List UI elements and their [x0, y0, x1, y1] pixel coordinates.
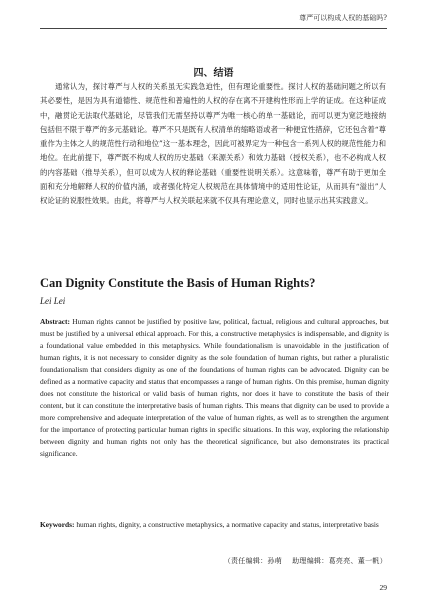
running-title: 尊严可以构成人权的基础吗?: [299, 14, 387, 22]
abstract-text: Human rights cannot be justified by positive law, political, factual, religious and cultural approaches, but must be justified by a universal ethical approach. For this, a constructive metaphysics is indispensable, and dignity is a foundational value embedded in this metaphysics. While foundationalism is unavoidable in the justification of human rights, it is not necessary to consider dignity as the sole foundation of human rights, but rather a pluralistic foundationalism that considers dignity as one of the foundations of human rights can be advocated. Dignity can be defined as a normative capacity and status that encompasses a range of human rights. On this premise, human dignity does not constitute the historical or valid basis of human rights, nor does it have to constitute the basis of their content, but it can constitute the interpretative basis of human rights. This means that dignity can be used to provide a more comprehensive and adequate interpretation of the value of human rights, as well as to strengthen the argument for the importance of protecting particular human rights in specific situations. In this way, exploring the relationship between dignity and human rights not only has the theoretical significance, but also demonstrates its practical significance.: [40, 317, 389, 458]
english-title: Can Dignity Constitute the Basis of Human Rights?: [40, 276, 316, 290]
editor-assistant: 助理编辑：葛亮亮、董一帆）: [292, 557, 387, 565]
abstract-label: Abstract:: [40, 317, 70, 326]
conclusion-paragraph: 通常认为，探讨尊严与人权的关系虽无实践急迫性，但有理论重要性。探讨人权的基础问题之所以有其必要性，是因为具有道德性、规范性和普遍性的人权的存在离不开建构性形而上学的证成。在这种证成中，融贯论无法取代基础论，尽管我们无需坚持以尊严为唯一核心的单一基础论，而可以更为宽泛地接纳包括但不限于尊严的多元基础论。尊严不只是既有人权清单的缩略语或者一种便宜性措辞，它还包含着“尊重作为主体之人的规范性行动和地位”这一基本理念，因此可被界定为一种包含一系列人权的规范性能力和地位。在此前提下，尊严既不构成人权的历史基础（来源关系）和效力基础（授权关系），也不必构成人权的内容基础（推导关系），但可以成为人权的释论基础（重要性说明关系）。这意味着，尊严有助于更加全面和充分地解释人权的价值内涵，或者强化特定人权规范在具体情境中的适用性论证，从而具有“溢出”人权论证的说服性效果。由此，将尊严与人权关联起来就不仅具有理论意义，同时也显示出其实践意义。: [40, 82, 386, 206]
keywords-text: human rights, dignity, a constructive metaphysics, a normative capacity and status, interpretative basis: [74, 520, 379, 529]
page-number: 29: [379, 583, 387, 592]
abstract: [40, 316, 389, 460]
editor-credits: [224, 556, 387, 566]
author-name: Lei Lei: [40, 296, 66, 306]
header-rule: [40, 28, 387, 29]
keywords-label: Keywords:: [40, 520, 75, 529]
editor-chief: （责任编辑：孙萌: [223, 557, 283, 565]
keywords: [40, 519, 389, 531]
section-heading: 四、结语: [193, 68, 234, 79]
